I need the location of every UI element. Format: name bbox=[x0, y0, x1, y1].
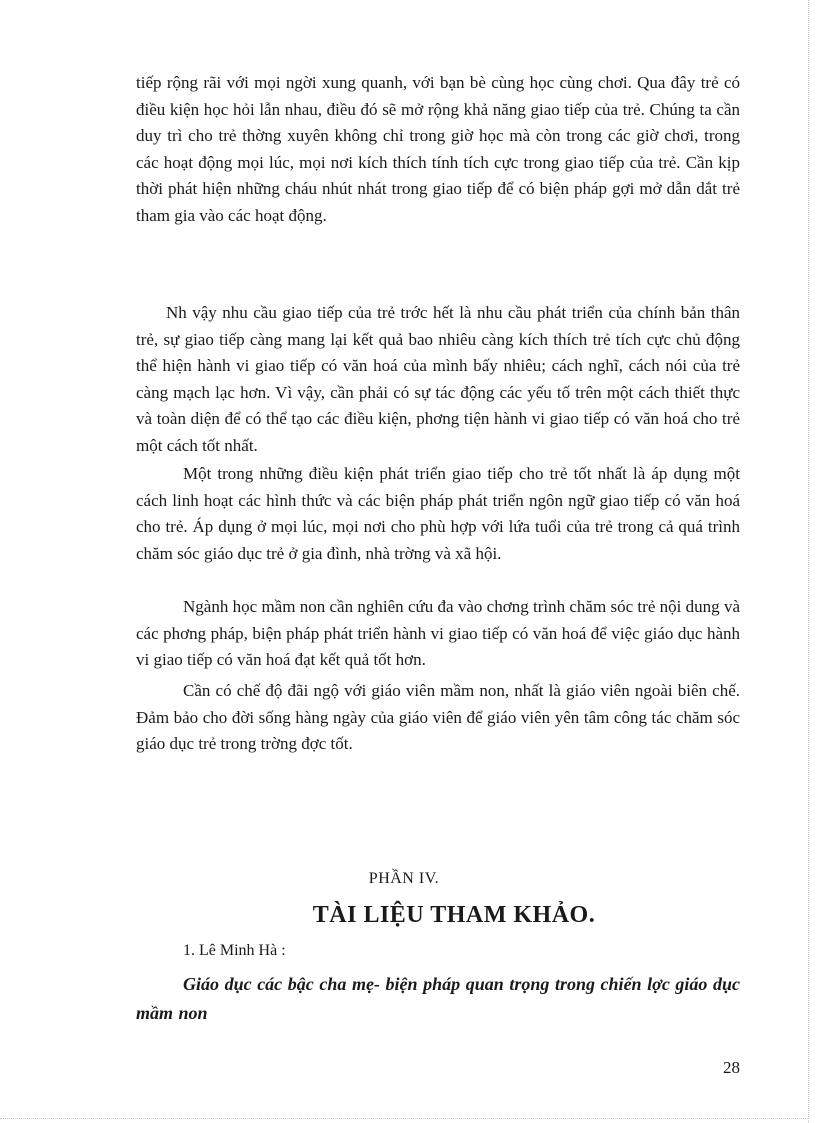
part-label: PHẦN IV. bbox=[368, 870, 440, 887]
page-number: 28 bbox=[723, 1058, 740, 1077]
paragraph-text: Ngành học mầm non cần nghiên cứu đa vào chơng trình chăm sóc trẻ nội dung và các phơng pháp, biện pháp phát triển hành vi giao tiếp có văn hoá để việc giáo dục hành vi giao tiếp có văn hoá đạt kết quả tốt hơn. bbox=[136, 597, 740, 669]
body-paragraph-5 bbox=[136, 678, 740, 758]
paragraph-text: Một trong những điều kiện phát triển giao tiếp cho trẻ tốt nhất là áp dụng một cách linh hoạt các hình thức và các biện pháp phát triển ngôn ngữ giao tiếp có văn hoá cho trẻ. Áp dụng ở mọi lúc, mọi nơi cho phù hợp với lứa tuổi của trẻ trong cả quá trình chăm sóc giáo dục trẻ ở gia đình, nhà trờng và xã hội. bbox=[136, 464, 740, 563]
page-bottom-edge bbox=[0, 1118, 808, 1120]
body-paragraph-1 bbox=[136, 70, 740, 229]
reference-author: 1. Lê Minh Hà : bbox=[183, 942, 286, 959]
paragraph-text: Cần có chế độ đãi ngộ với giáo viên mầm non, nhất là giáo viên ngoài biên chế. Đảm bảo cho đời sống hàng ngày của giáo viên để giáo viên yên tâm công tác chăm sóc giáo dục trẻ trong trờng đợc tốt. bbox=[136, 681, 740, 753]
body-paragraph-3 bbox=[136, 461, 740, 567]
body-paragraph-4 bbox=[136, 594, 740, 674]
body-paragraph-2 bbox=[136, 300, 740, 459]
paragraph-text: Nh vậy nhu cầu giao tiếp của trẻ trớc hết là nhu cầu phát triển của chính bản thân trẻ, sự giao tiếp càng mang lại kết quả bao nhiêu càng kích thích trẻ tích cực chủ động thể hiện hành vi giao tiếp có văn hoá của mình bấy nhiêu; cách nghĩ, cách nói của trẻ càng mạch lạc hơn. Vì vậy, cần phải có sự tác động các yếu tố trên một cách thiết thực và toàn diện để có thể tạo các điều kiện, phơng tiện hành vi giao tiếp có văn hoá cho trẻ một cách tốt nhất. bbox=[136, 303, 740, 455]
section-title: TÀI LIỆU THAM KHẢO. bbox=[312, 902, 596, 928]
reference-title: Giáo dục các bậc cha mẹ- biện pháp quan trọng trong chiến lợc giáo dục mầm non bbox=[136, 974, 740, 1023]
page-right-edge bbox=[808, 0, 810, 1123]
paragraph-text: tiếp rộng rãi với mọi ngời xung quanh, với bạn bè cùng học cùng chơi. Qua đây trẻ có điều kiện học hỏi lẫn nhau, điều đó sẽ mở rộng khả năng giao tiếp của trẻ. Chúng ta cần duy trì cho trẻ thờng xuyên không chỉ trong giờ học mà còn trong các giờ chơi, trong các hoạt động mọi lúc, mọi nơi kích thích tính tích cực trong giao tiếp của trẻ. Cần kịp thời phát hiện những cháu nhút nhát trong giao tiếp để có biện pháp gợi mở dẫn dắt trẻ tham gia vào các hoạt động. bbox=[136, 73, 740, 225]
